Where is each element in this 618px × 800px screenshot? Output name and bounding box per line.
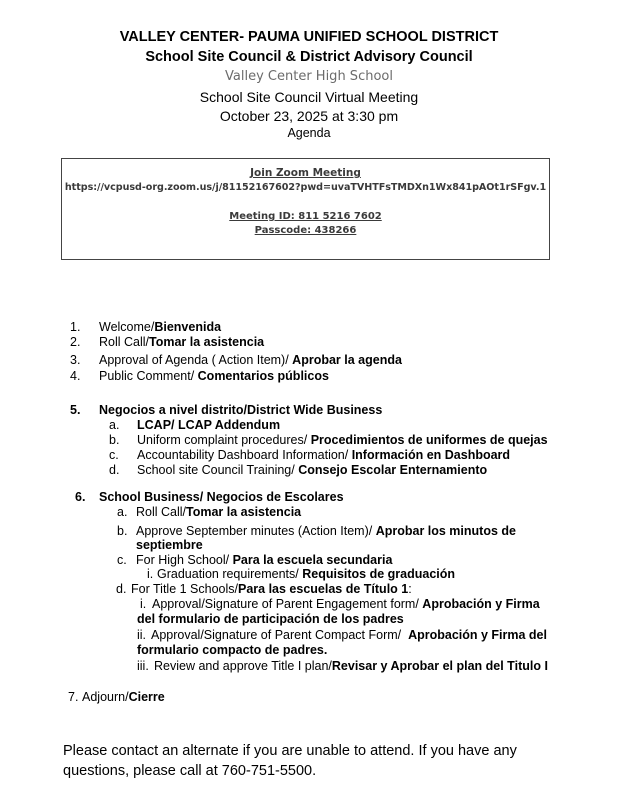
subitem-roman: iii. <box>137 659 149 673</box>
colon: : <box>408 582 412 596</box>
item-english: Approve September minutes (Action Item)/ <box>136 524 376 538</box>
contact-note: Please contact an alternate if you are unable to attend. If you have any questions, please call at 760-751-5500. <box>63 743 517 779</box>
subitem-roman: i. <box>140 597 147 611</box>
subitem-letter: d. <box>109 463 120 477</box>
item-spanish: Comentarios públicos <box>197 369 329 383</box>
item-english: Roll Call/ <box>136 505 187 519</box>
section-number: 6. <box>75 490 86 504</box>
zoom-passcode: Passcode: 438266 <box>254 225 357 236</box>
item-spanish: Para las escuelas de Título 1 <box>238 582 409 596</box>
item-spanish: Consejo Escolar Enternamiento <box>298 463 488 477</box>
item-spanish: Aprobar los minutos de <box>375 524 516 538</box>
item-number: 7. <box>68 690 79 704</box>
item-spanish: Cierre <box>128 690 165 704</box>
item-spanish: Procedimientos de uniformes de quejas <box>310 433 548 447</box>
subitem-letter: c. <box>117 553 127 567</box>
item-spanish-continued: formulario compacto de padres. <box>137 643 328 657</box>
item-spanish: LCAP/ LCAP Addendum <box>137 418 281 432</box>
section-number: 5. <box>70 403 81 417</box>
district-title: VALLEY CENTER- PAUMA UNIFIED SCHOOL DISTRICT <box>119 29 499 45</box>
item-english: Approval/Signature of Parent Compact Form/ <box>151 628 409 642</box>
subitem-roman: ii. <box>137 628 147 642</box>
item-spanish: Tomar la asistencia <box>149 335 265 349</box>
item-number: 3. <box>70 353 81 367</box>
council-title: School Site Council & District Advisory Council <box>145 49 473 65</box>
item-number: 1. <box>70 320 81 334</box>
subitem-letter: b. <box>109 433 120 447</box>
item-number: 4. <box>70 369 81 383</box>
item-english: Approval/Signature of Parent Engagement form/ <box>152 597 423 611</box>
item-english: Public Comment/ <box>99 369 198 383</box>
item-english: Roll Call/ <box>99 335 150 349</box>
item-spanish: Aprobar la agenda <box>292 353 402 367</box>
item-spanish: Información en Dashboard <box>351 448 511 462</box>
meeting-datetime: October 23, 2025 at 3:30 pm <box>219 108 399 124</box>
item-english: School site Council Training/ <box>137 463 299 477</box>
zoom-meeting-id: Meeting ID: 811 5216 7602 <box>229 211 382 222</box>
document-header <box>0 28 618 141</box>
item-english: Uniform complaint procedures/ <box>137 433 311 447</box>
school-name: Valley Center High School <box>225 69 393 84</box>
subitem-letter: c. <box>109 448 119 462</box>
subitem-letter: a. <box>117 505 128 519</box>
item-english: Accountability Dashboard Information/ <box>137 448 352 462</box>
item-english: Adjourn/ <box>82 690 129 704</box>
item-spanish: Para la escuela secundaria <box>232 553 393 567</box>
meeting-type: School Site Council Virtual Meeting <box>199 89 419 105</box>
zoom-join-title: Join Zoom Meeting <box>250 167 361 179</box>
item-spanish: Tomar la asistencia <box>186 505 302 519</box>
zoom-meeting-link[interactable]: https://vcpusd-org.zoom.us/j/81152167602?pwd=uvaTVHTFsTMDXn1Wx841pAOt1rSFgv.1 <box>64 182 547 193</box>
item-english: Welcome/ <box>99 320 155 334</box>
subitem-roman: i. <box>147 567 154 581</box>
item-spanish-continued: del formulario de participación de los padres <box>137 612 404 626</box>
item-spanish: Bienvenida <box>154 320 222 334</box>
doc-type: Agenda <box>287 126 331 140</box>
item-english: Graduation requirements/ <box>157 567 303 581</box>
section-title: School Business/ Negocios de Escolares <box>99 490 344 504</box>
subitem-letter: b. <box>117 524 128 538</box>
subitem-letter: d. <box>116 582 127 596</box>
item-english: For High School/ <box>136 553 233 567</box>
item-spanish: Revisar y Aprobar el plan del Titulo I <box>331 659 548 673</box>
item-spanish: Aprobación y Firma del <box>408 628 547 642</box>
item-english: Approval of Agenda ( Action Item)/ <box>99 353 293 367</box>
subitem-letter: a. <box>109 418 120 432</box>
zoom-info-box <box>61 158 550 260</box>
item-spanish-continued: septiembre <box>136 538 203 552</box>
item-spanish: Requisitos de graduación <box>302 567 456 581</box>
item-spanish: Aprobación y Firma <box>422 597 540 611</box>
section-title: Negocios a nivel distrito/District Wide Business <box>99 403 383 417</box>
item-english: Review and approve Title I plan/ <box>154 659 332 673</box>
item-number: 2. <box>70 335 81 349</box>
item-english: For Title 1 Schools/ <box>131 582 238 596</box>
